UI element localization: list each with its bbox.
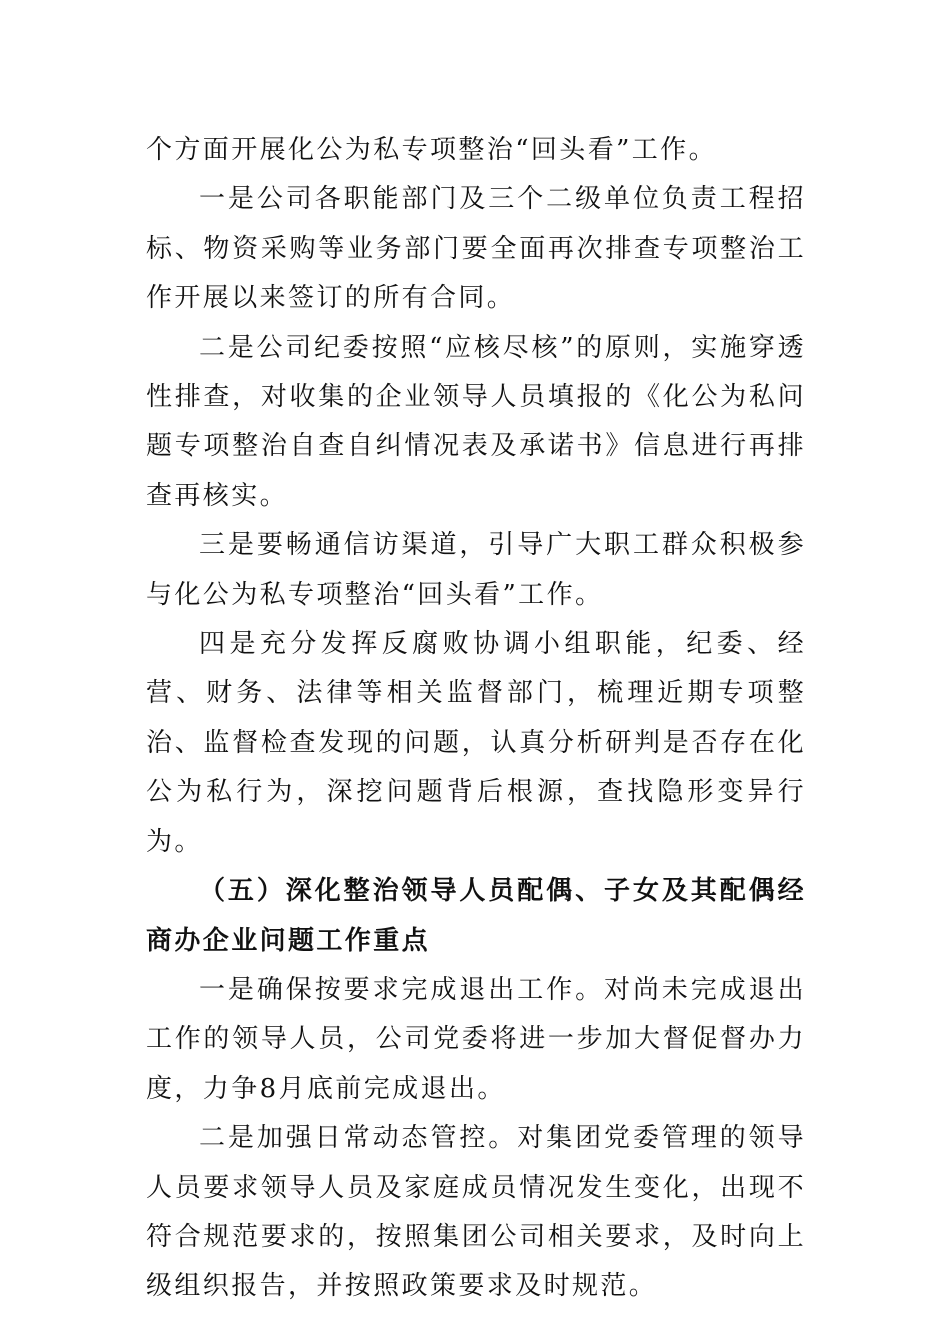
paragraph-item-5: 一是确保按要求完成退出工作。对尚未完成退出工作的领导人员，公司党委将进一步加大督促督办力度，力争8月底前完成退出。: [146, 974, 806, 1104]
paragraph-continuation: 个方面开展化公为私专项整治“回头看”工作。: [146, 135, 717, 165]
paragraph-item-6: 二是加强日常动态管控。对集团党委管理的领导人员要求领导人员及家庭成员情况发生变化，出现不符合规范要求的，按照集团公司相关要求，及时向上级组织报告，并按照政策要求及时规范。: [146, 1123, 806, 1302]
paragraph-item-1: 一是公司各职能部门及三个二级单位负责工程招标、物资采购等业务部门要全面再次排查专项整治工作开展以来签订的所有合同。: [146, 184, 806, 314]
section-heading: （五）深化整治领导人员配偶、子女及其配偶经商办企业问题工作重点: [146, 876, 806, 956]
document-body: [146, 126, 806, 1312]
paragraph-item-4: 四是充分发挥反腐败协调小组职能，纪委、经营、财务、法律等相关监督部门，梳理近期专项整治、监督检查发现的问题，认真分析研判是否存在化公为私行为，深挖问题背后根源，查找隐形变异行为。: [146, 629, 806, 857]
paragraph-item-3: 三是要畅通信访渠道，引导广大职工群众积极参与化公为私专项整治“回头看”工作。: [146, 530, 806, 610]
paragraph-item-2: 二是公司纪委按照“应核尽核”的原则，实施穿透性排查，对收集的企业领导人员填报的《化公为私问题专项整治自查自纠情况表及承诺书》信息进行再排查再核实。: [146, 332, 806, 511]
